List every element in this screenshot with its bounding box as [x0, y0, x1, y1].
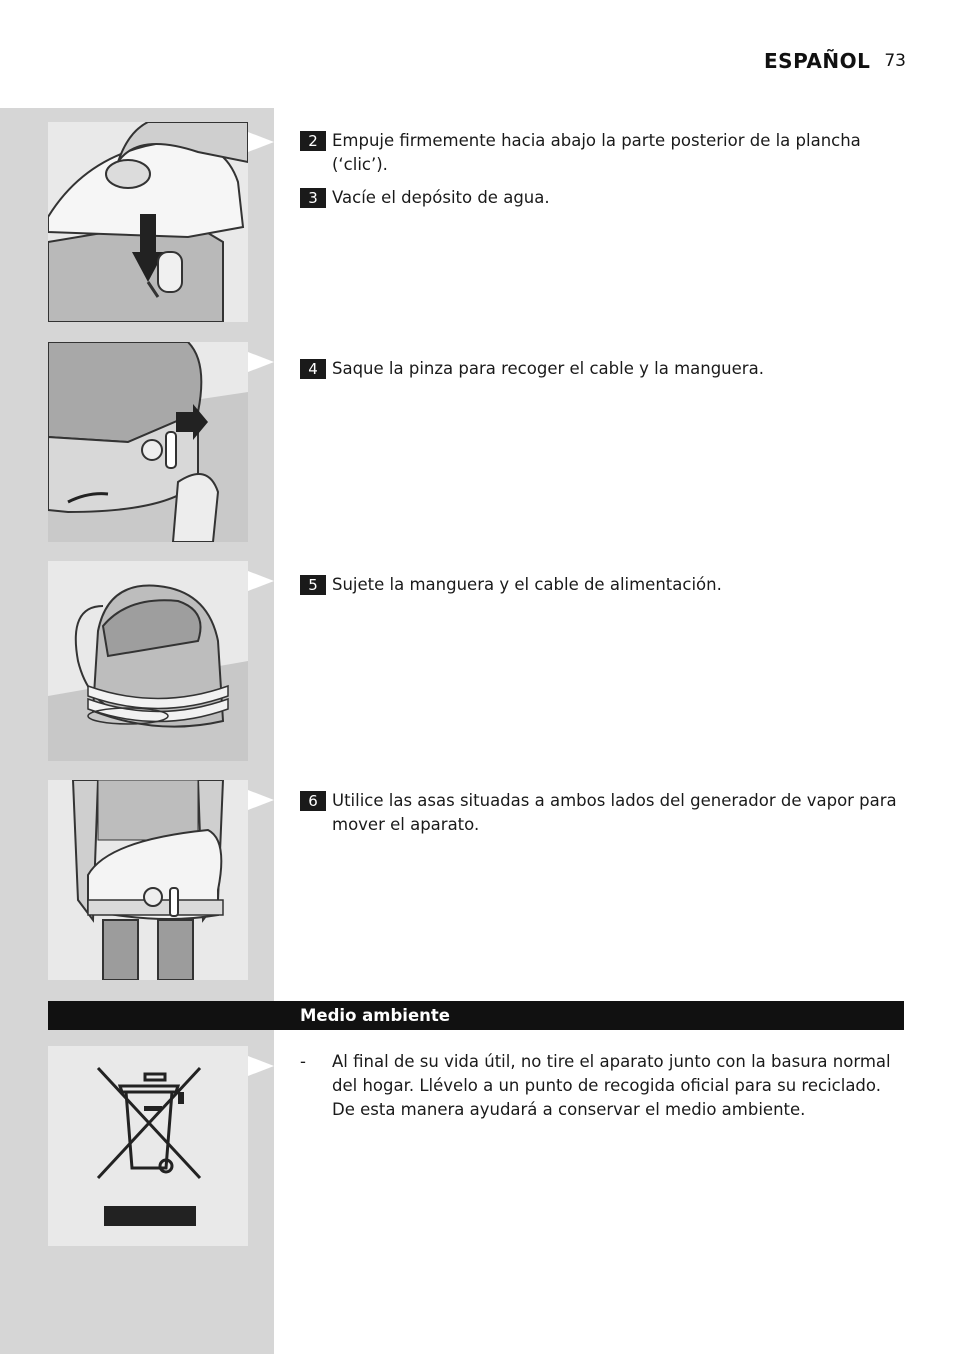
section-header-bar	[48, 1001, 904, 1030]
illustration-carry	[48, 780, 248, 980]
section-title: Medio ambiente	[300, 1006, 450, 1025]
language-label: ESPAÑOL	[764, 49, 871, 73]
step-2	[300, 129, 900, 177]
environment-text: Al final de su vida útil, no tire el aparato junto con la basura normal del hogar. Llévelo a un punto de recogida oficial para su reciclado. De esta manera ayudará a conservar el medio ambiente.	[332, 1052, 891, 1119]
bullet-dash: -	[300, 1052, 306, 1071]
pointer-arrow	[248, 352, 274, 372]
illustration-push-iron	[48, 122, 248, 322]
illustration-cord-clip	[48, 342, 248, 542]
step-number: 3	[300, 188, 326, 208]
step-5	[300, 573, 900, 597]
pointer-arrow	[248, 571, 274, 591]
step-text: Sujete la manguera y el cable de alimentación.	[332, 575, 722, 594]
step-6	[300, 789, 900, 837]
step-3	[300, 186, 900, 210]
step-text: Saque la pinza para recoger el cable y la manguera.	[332, 359, 764, 378]
step-text: Empuje firmemente hacia abajo la parte posterior de la plancha (‘clic’).	[332, 131, 861, 174]
pointer-arrow	[248, 132, 274, 152]
page-number: 73	[884, 51, 906, 71]
crossed-bin-icon	[48, 1046, 248, 1246]
illustration-wrapped-cord	[48, 561, 248, 761]
pointer-arrow	[248, 1056, 274, 1076]
page-header	[764, 46, 906, 76]
step-number: 5	[300, 575, 326, 595]
step-number: 2	[300, 131, 326, 151]
step-4	[300, 357, 900, 381]
illustration-crossed-bin	[48, 1046, 248, 1246]
environment-note	[300, 1050, 904, 1122]
step-text: Utilice las asas situadas a ambos lados del generador de vapor para mover el aparato.	[332, 791, 897, 834]
step-number: 4	[300, 359, 326, 379]
step-text: Vacíe el depósito de agua.	[332, 188, 550, 207]
step-number: 6	[300, 791, 326, 811]
pointer-arrow	[248, 790, 274, 810]
